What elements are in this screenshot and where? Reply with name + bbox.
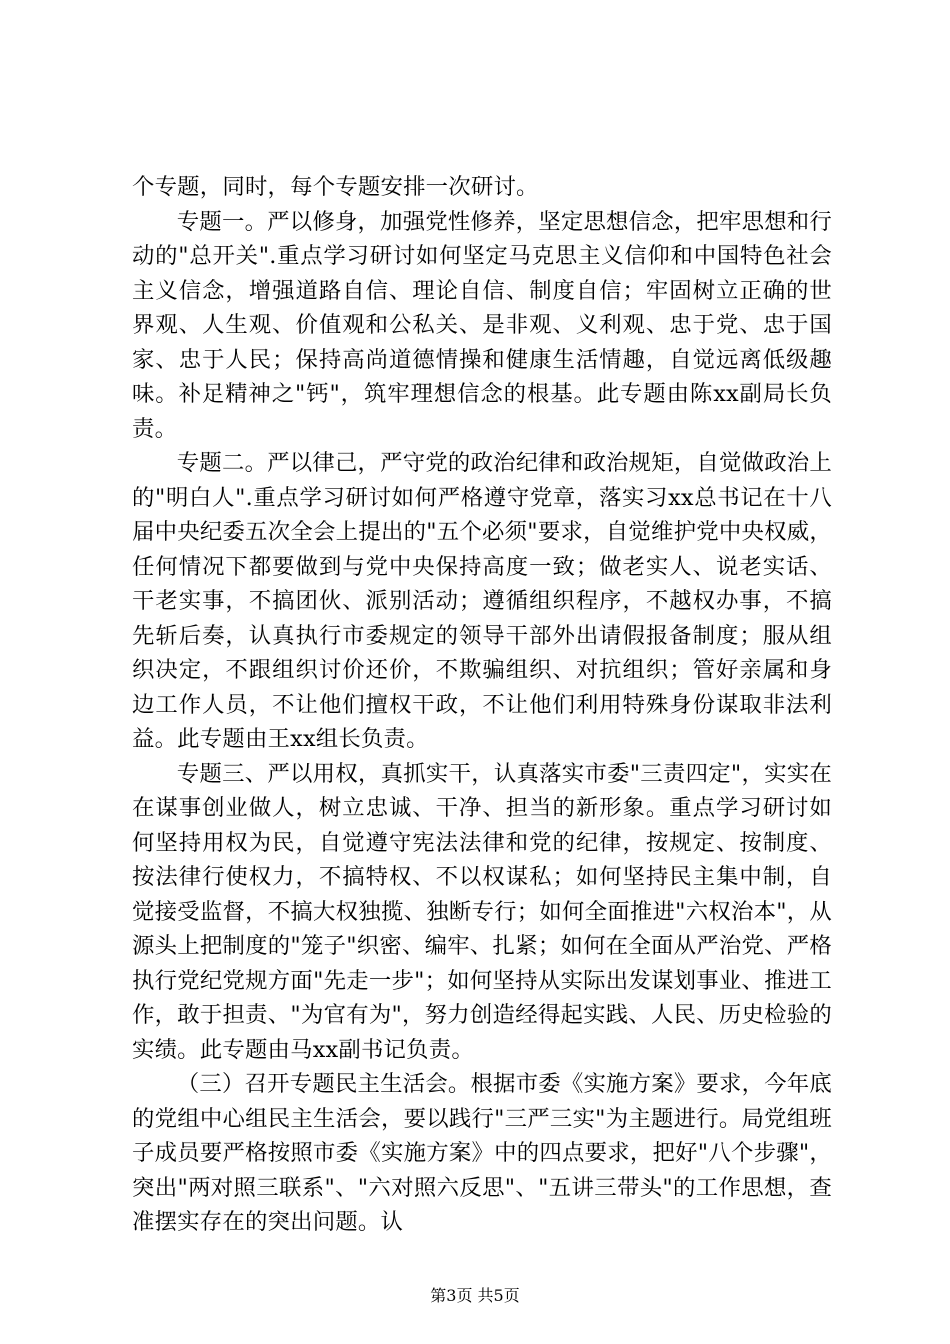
paragraph-section-three: （三）召开专题民主生活会。根据市委《实施方案》要求，今年底的党组中心组民主生活会，要以践行"三严三实"为主题进行。局党组班子成员要严格按照市委《实施方案》中的四点要求，把好"八个步骤"，突出"两对照三联系"、"六对照六反思"、"五讲三带头"的工作思想，查准摆实存在的突出问题。认 (132, 1071, 832, 1235)
paragraph-topic-two: 专题二。严以律己，严守党的政治纪律和政治规矩，自觉做政治上的"明白人".重点学习研讨如何严格遵守党章，落实习xx总书记在十八届中央纪委五次全会上提出的"五个必须"要求，自觉维护党中央权威，任何情况下都要做到与党中央保持高度一致；做老实人、说老实话、干老实事，不搞团伙、派别活动；遵循组织程序，不越权办事，不搞先斩后奏，认真执行市委规定的领导干部外出请假报备制度；服从组织决定，不跟组织讨价还价，不欺骗组织、对抗组织；管好亲属和身边工作人员，不让他们擅权干政，不让他们利用特殊身份谋取非法利益。此专题由王xx组长负责。 (132, 450, 832, 752)
paragraph-topic-three: 专题三、严以用权，真抓实干，认真落实市委"三责四定"，实实在在谋事创业做人，树立忠诚、干净、担当的新形象。重点学习研讨如何坚持用权为民，自觉遵守宪法法律和党的纪律，按规定、按制度、按法律行使权力，不搞特权、不以权谋私；如何坚持民主集中制，自觉接受监督，不搞大权独揽、独断专行；如何全面推进"六权治本"，从源头上把制度的"笼子"织密、编牢、扎紧；如何在全面从严治党、严格执行党纪党规方面"先走一步"；如何坚持从实际出发谋划事业、推进工作，敢于担责、"为官有为"，努力创造经得起实践、人民、历史检验的实绩。此专题由马xx副书记负责。 (132, 760, 832, 1063)
document-body (132, 170, 832, 1240)
page-number-footer: 第3页 共5页 (430, 1286, 520, 1305)
paragraph-topic-one: 专题一。严以修身，加强党性修养，坚定思想信念，把牢思想和行动的"总开关".重点学习研讨如何坚定马克思主义信仰和中国特色社会主义信念，增强道路自信、理论自信、制度自信；牢固树立正确的世界观、人生观、价值观和公私关、是非观、义利观、忠于党、忠于国家、忠于人民；保持高尚道德情操和健康生活情趣，自觉远离低级趣味。补足精神之"钙"，筑牢理想信念的根基。此专题由陈xx副局长负责。 (132, 208, 832, 442)
paragraph-continuation: 个专题，同时，每个专题安排一次研讨。 (132, 174, 539, 200)
